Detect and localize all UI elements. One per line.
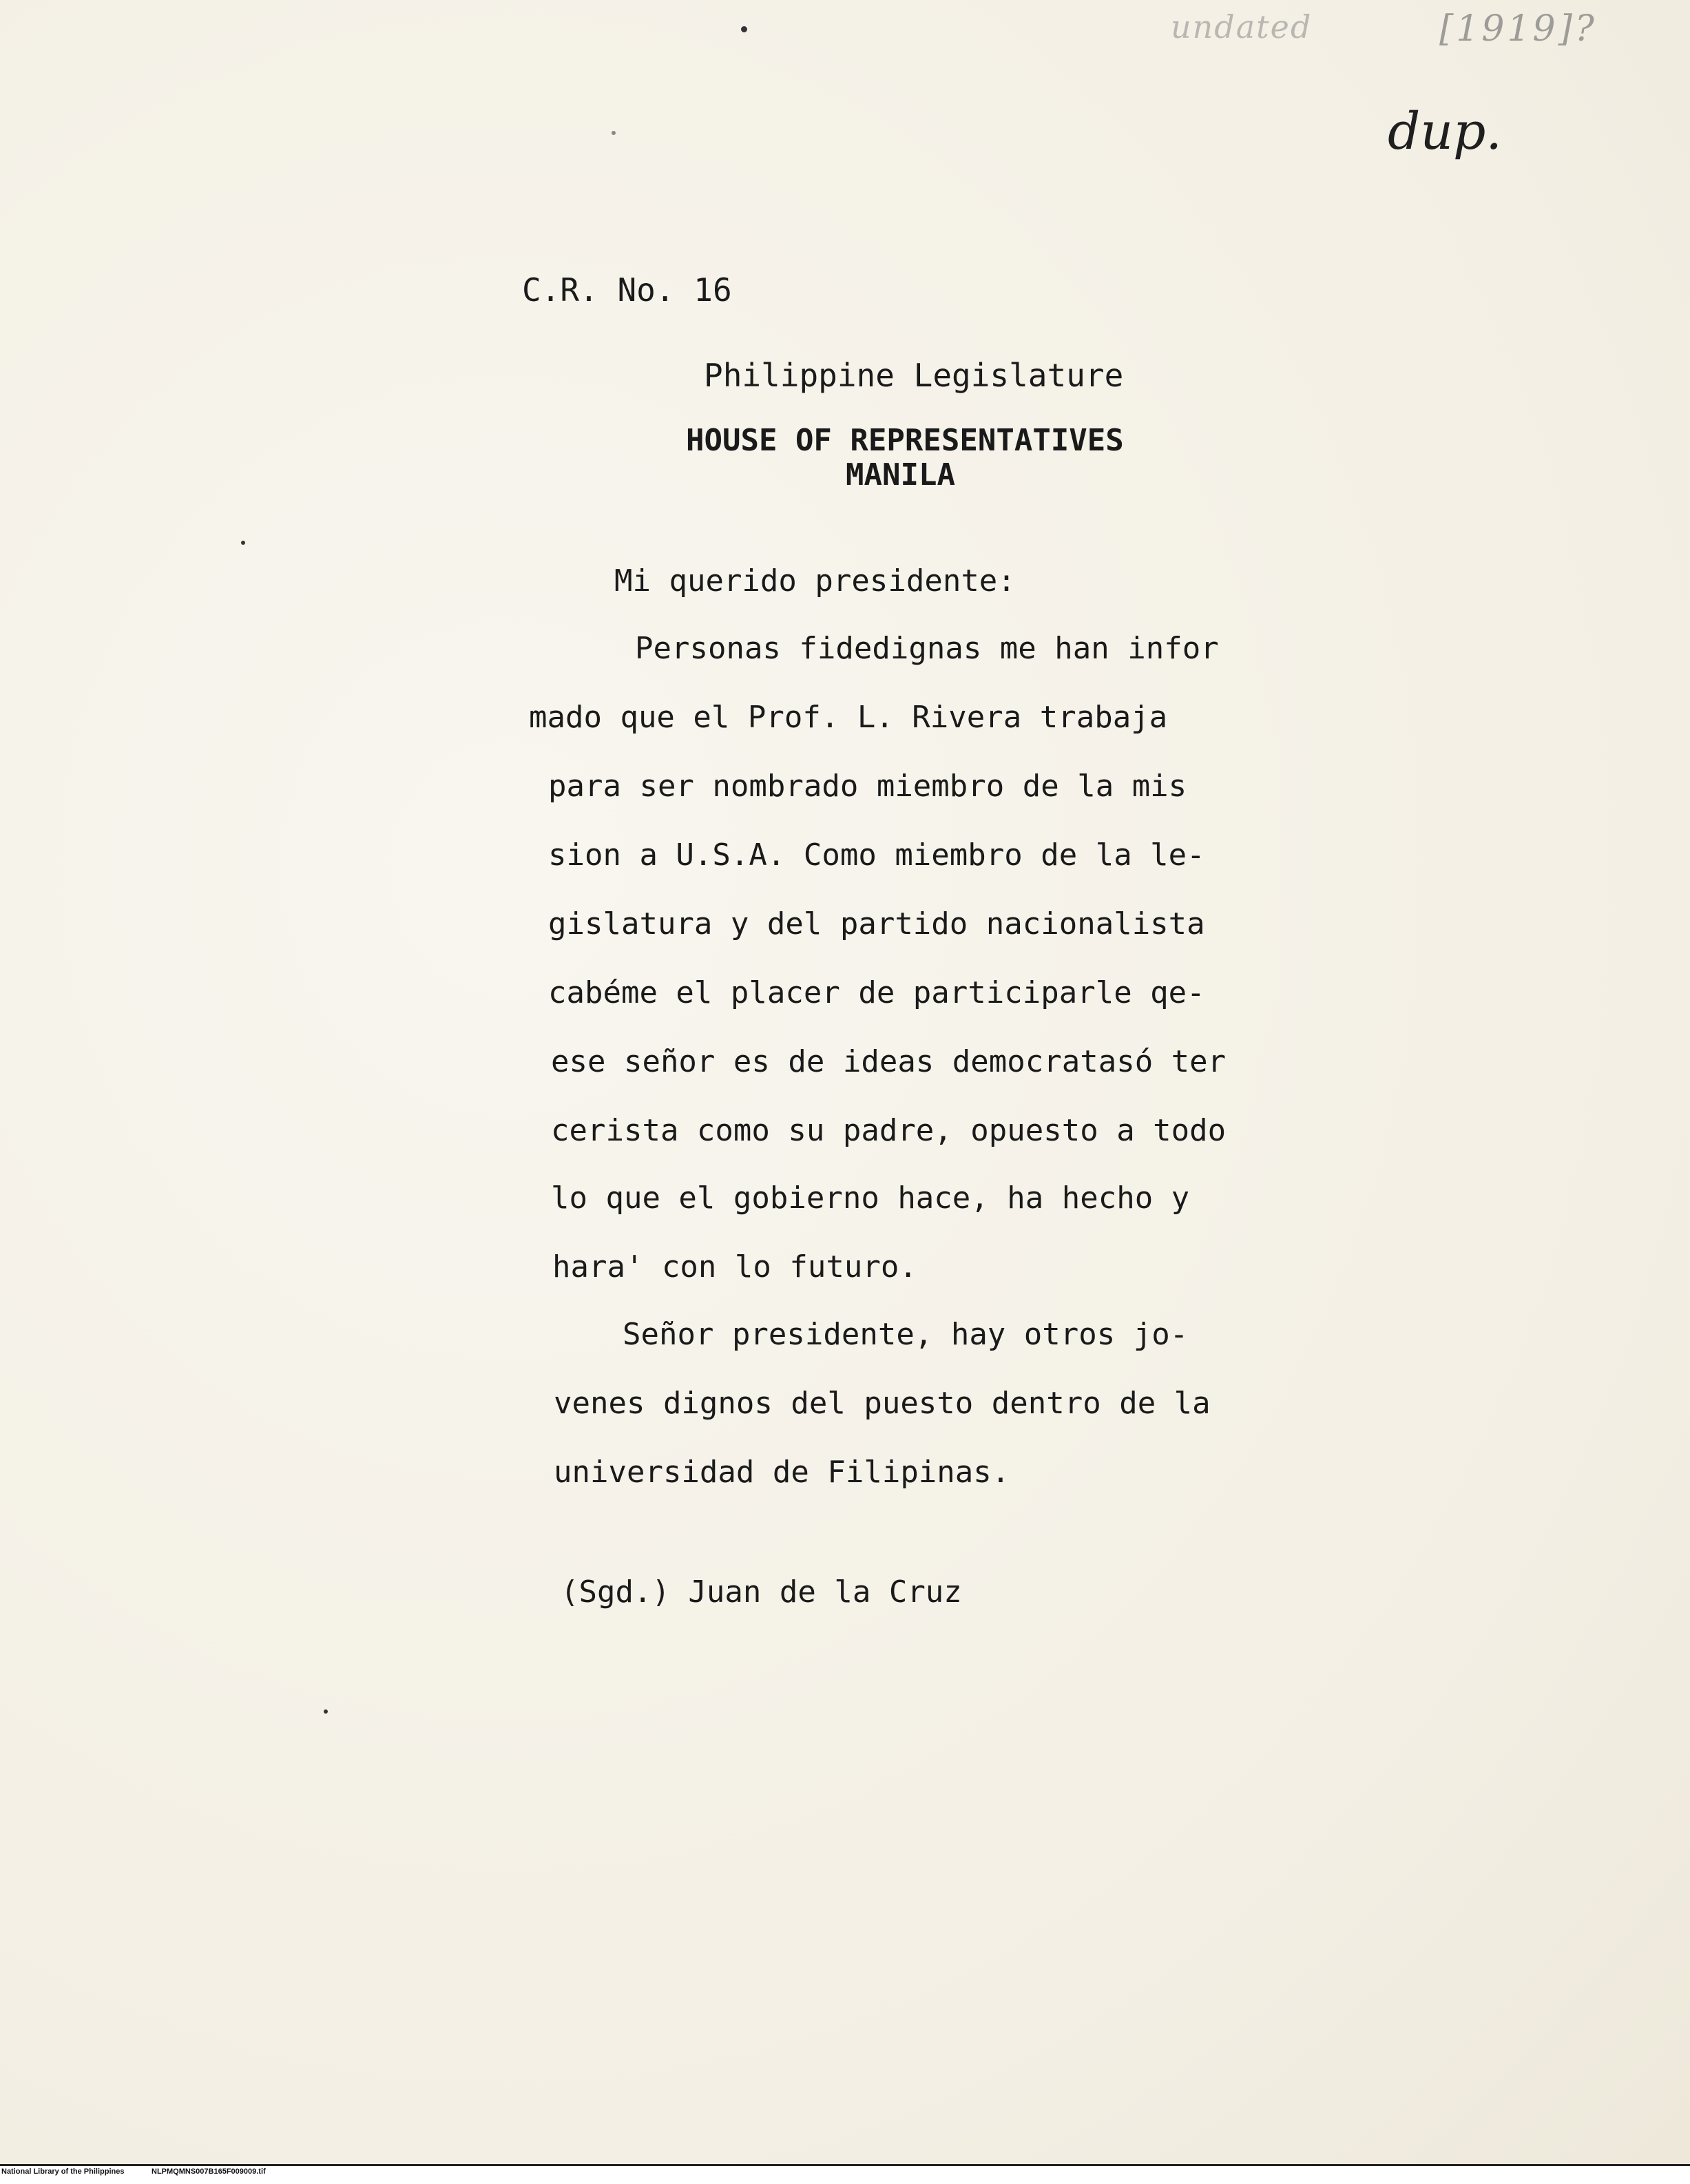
footer-filename: NLPMQMNS007B165F009009.tif [152,2167,266,2176]
signature: (Sgd.) Juan de la Cruz [561,1574,962,1610]
body-line: universidad de Filipinas. [554,1455,1010,1490]
handwritten-undated-note: undated [1171,8,1313,45]
body-line: venes dignos del puesto dentro de la [554,1386,1211,1421]
paper-speck [324,1709,328,1714]
body-line: Personas fidedignas me han infor [635,631,1219,666]
paper-speck [241,541,245,545]
salutation: Mi querido presidente: [614,563,1016,599]
body-line: cerista como su padre, opuesto a todo [551,1113,1227,1148]
reference-number: C.R. No. 16 [522,271,732,309]
organization-line-3: MANILA [846,457,955,492]
body-line: lo que el gobierno hace, ha hecho y [551,1181,1190,1216]
paper-speck [741,26,747,32]
body-line: hara' con lo futuro. [552,1249,917,1285]
paper-speck [612,131,616,135]
handwritten-dup-note: dup. [1388,102,1502,161]
body-line: cabéme el placer de participarle qe- [548,975,1205,1010]
body-line: gislatura y del partido nacionalista [548,906,1205,942]
body-line: Señor presidente, hay otros jo- [623,1317,1189,1352]
footer-institution: National Library of the Philippines [1,2167,125,2176]
body-line: para ser nombrado miembro de la mis [548,769,1187,804]
handwritten-year-note: [1919]? [1439,8,1597,50]
body-line: ese señor es de ideas democratasó ter [551,1044,1227,1079]
body-line: sion a U.S.A. Como miembro de la le- [548,838,1205,873]
body-line: mado que el Prof. L. Rivera trabaja [529,700,1168,735]
organization-line-2: HOUSE OF REPRESENTATIVES [686,423,1124,458]
organization-line-1: Philippine Legislature [704,357,1124,394]
